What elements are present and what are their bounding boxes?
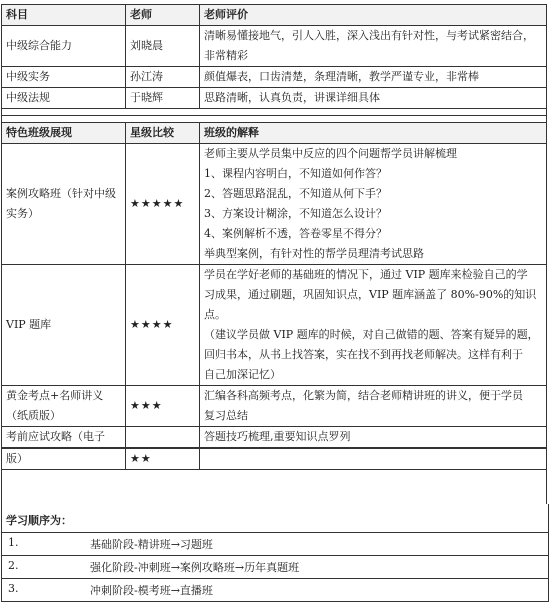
- teacher-row: [2, 88, 547, 109]
- teacher-cell: 刘晓晨: [126, 26, 200, 67]
- study-step: [2, 532, 548, 555]
- step-number: 2.: [8, 559, 19, 572]
- teacher-cell: 孙江涛: [126, 67, 200, 88]
- subject-cell: 中级实务: [2, 67, 126, 88]
- desc-line: （建议学员做 VIP 题库的时候，对自己做错的题、答案有疑异的题，: [204, 328, 539, 341]
- review-line: 清晰易懂接地气，引人入胜，深入浅出有针对性，与考试紧密结合，: [204, 29, 534, 42]
- review-line: 非常精彩: [204, 49, 248, 62]
- study-step: [2, 578, 548, 601]
- desc-line: 习成果，通过刷题，巩固知识点，VIP 题库涵盖了 80%-90%的知识点。: [204, 288, 537, 321]
- desc-line: 1、课程内容明白，不知道如何作答？: [204, 167, 387, 180]
- desc-line: 4、案例解析不透，答卷零星不得分？: [204, 227, 387, 240]
- col-header-class: 特色班级展现: [2, 123, 126, 144]
- teacher-row: [2, 26, 547, 67]
- star-rating: ★★★: [126, 386, 200, 427]
- class-desc-cell: [200, 449, 547, 470]
- star-rating: ★★★★: [126, 265, 200, 386]
- class-name-cell: 版）: [2, 449, 126, 470]
- col-header-subject: 科目: [2, 5, 126, 26]
- class-row: [2, 386, 547, 427]
- desc-line: 复习总结: [204, 409, 248, 422]
- desc-line: 汇编各科高频考点，化繁为简，结合老师精讲班的讲义，便于学员: [204, 389, 523, 402]
- star-rating: ★★★★★: [126, 144, 200, 265]
- class-desc-cell: [200, 265, 547, 386]
- study-order-title: 学习顺序为：: [6, 514, 72, 527]
- spacer-row: [2, 109, 547, 116]
- class-desc-cell: [200, 386, 547, 427]
- desc-line: 3、方案设计糊涂，不知道怎么设计？: [204, 207, 387, 220]
- col-header-teacher: 老师: [126, 5, 200, 26]
- desc-line: 举典型案例，有针对性的帮学员理清考试思路: [204, 247, 424, 260]
- star-rating: ★★: [126, 449, 200, 470]
- subject-cell: 中级法规: [2, 88, 126, 109]
- class-name-line: （纸质版）: [6, 409, 61, 422]
- desc-line: 回归书本，从书上找答案，实在找不到再找老师解决。这样有利于: [204, 348, 523, 361]
- class-desc-cell: 答题技巧梳理,重要知识点罗列: [200, 427, 547, 448]
- col-header-explain: 班级的解释: [200, 123, 547, 144]
- class-row: [2, 144, 547, 265]
- spacer-row: [2, 470, 547, 505]
- class-name-line: 实务）: [6, 207, 39, 220]
- step-number: 3.: [8, 582, 19, 595]
- star-rating: [126, 427, 200, 448]
- col-header-stars: 星级比较: [126, 123, 200, 144]
- course-table: [1, 4, 547, 448]
- step-number: 1.: [8, 536, 19, 549]
- step-text: 冲刺阶段-模考班→直播班: [90, 584, 213, 597]
- desc-line: 2、答题思路混乱，不知道从何下手？: [204, 187, 387, 200]
- teacher-row: [2, 67, 547, 88]
- course-table-continued: [1, 448, 547, 504]
- teacher-cell: 于晓辉: [126, 88, 200, 109]
- teacher-header-row: [2, 5, 547, 26]
- class-name-line: 黄金考点+名师讲义: [6, 389, 104, 402]
- class-name-cell: VIP 题库: [2, 265, 126, 386]
- class-name-line: 案例攻略班（针对中级: [6, 187, 116, 200]
- class-name-cell: 考前应试攻略（电子: [2, 427, 126, 448]
- class-desc-cell: [200, 144, 547, 265]
- step-text: 基础阶段-精讲班→习题班: [90, 538, 213, 551]
- class-row: [2, 427, 547, 448]
- class-name-cell: [2, 144, 126, 265]
- class-name-cell: [2, 386, 126, 427]
- spacer-row: [2, 116, 547, 123]
- review-cell: 思路清晰，认真负责，讲课详细具体: [200, 88, 547, 109]
- desc-line: 老师主要从学员集中反应的四个问题帮学员讲解梳理: [204, 147, 457, 160]
- desc-line: 学员在学好老师的基础班的情况下，通过 VIP 题库来检验自己的学: [204, 268, 528, 281]
- study-order-section: [1, 504, 549, 602]
- review-cell: [200, 26, 547, 67]
- class-row: [2, 449, 547, 470]
- subject-cell: 中级综合能力: [2, 26, 126, 67]
- class-header-row: [2, 123, 547, 144]
- desc-line: 自己加深记忆）: [204, 368, 281, 381]
- study-step: [2, 555, 548, 578]
- review-cell: 颜值爆表，口齿清楚，条理清晰，教学严谨专业，非常棒: [200, 67, 547, 88]
- class-row: [2, 265, 547, 386]
- step-text: 强化阶段-冲刺班→案例攻略班→历年真题班: [90, 561, 300, 574]
- col-header-review: 老师评价: [200, 5, 547, 26]
